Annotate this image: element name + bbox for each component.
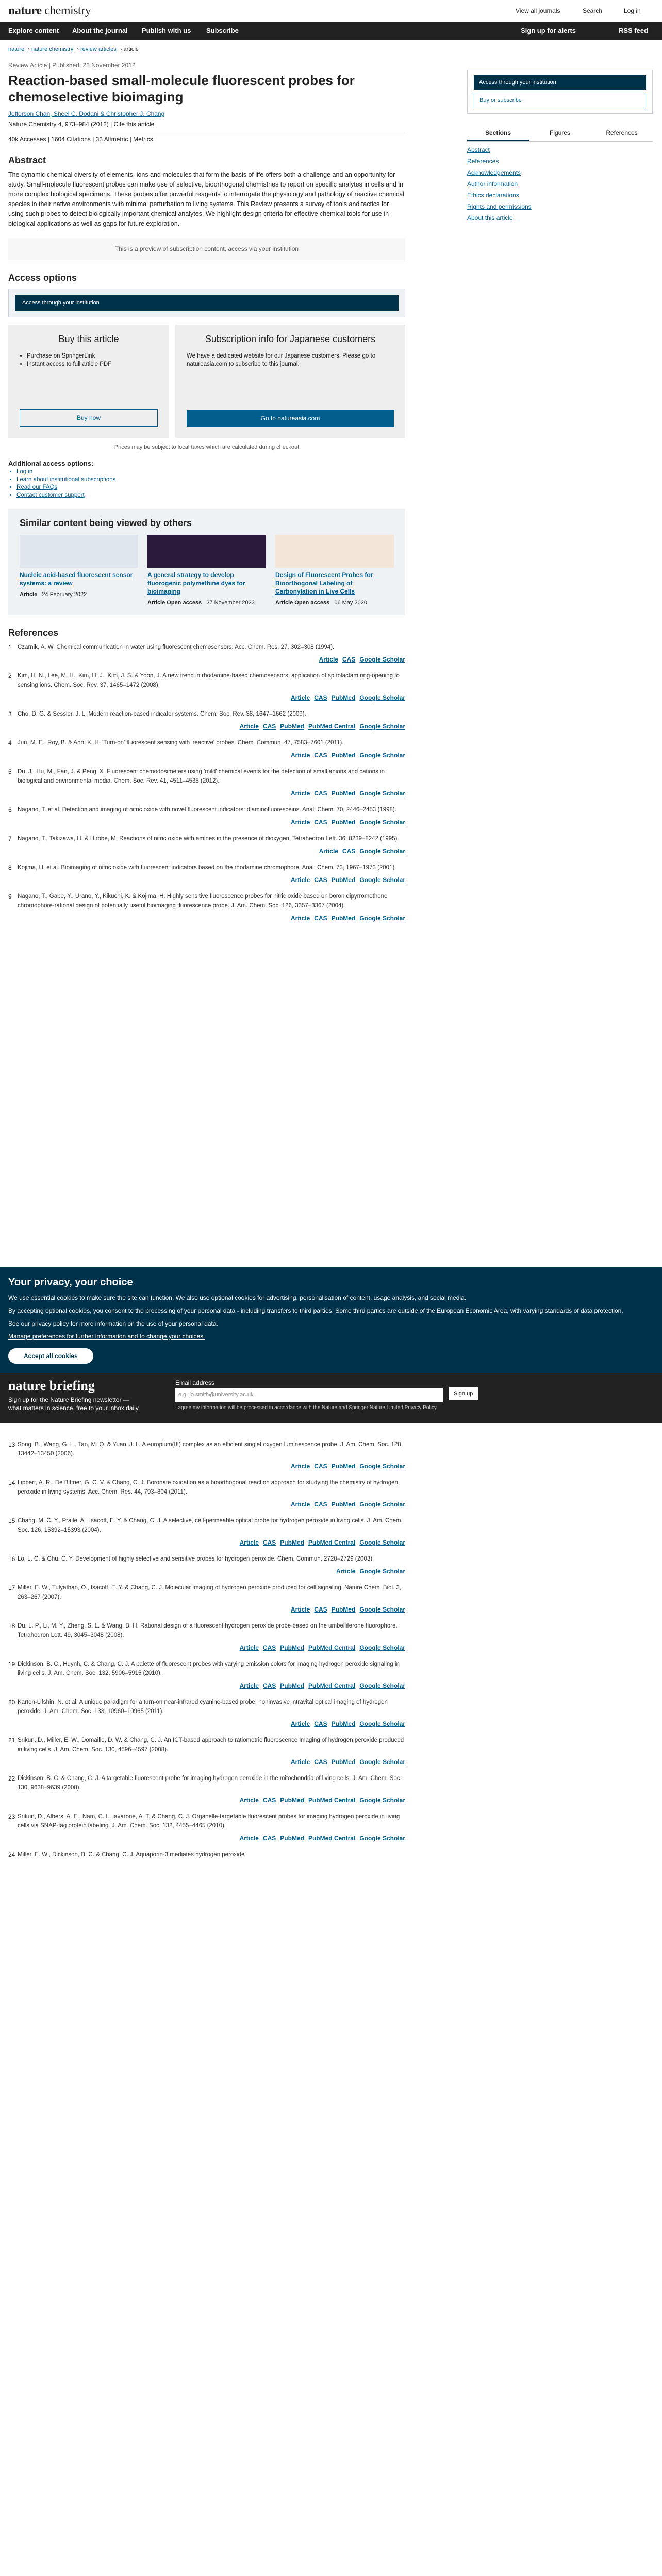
reference-link[interactable]: PubMed — [280, 1835, 304, 1842]
reference-link[interactable]: PubMed Central — [308, 1644, 356, 1651]
reference-number: 9 — [8, 893, 12, 900]
nav-explore[interactable]: Explore content — [8, 27, 59, 35]
references-heading: References — [8, 628, 59, 638]
access-link[interactable]: • Read our FAQs — [16, 484, 405, 490]
reference-text: Kojima, H. et al. Bioimaging of nitric oxide with fluorescent indicators based on the rhodamine chromophore. Anal. Chem. 73, 1967–1973 (2001). — [18, 865, 396, 871]
sidebar-buy-button[interactable]: Buy or subscribe — [474, 93, 646, 108]
reference-link[interactable]: Article — [319, 848, 338, 855]
reference-item — [8, 892, 405, 923]
reference-text: Cho, D. G. & Sessler, J. L. Modern reaction-based indicator systems. Chem. Soc. Rev. 38, 1647–1662 (2009). — [18, 711, 306, 717]
toc-item[interactable]: Author information — [467, 180, 518, 188]
reference-link[interactable]: CAS — [262, 723, 276, 730]
reference-text: Srikun, D., Albers, A. E., Nam, C. I., Iavarone, A. T. & Chang, C. J. Organelle-targetable fluorescent probes for imaging hydrogen peroxide in living cells via SNAP-tag protein labeling. J. Am. Chem. Soc. 132, 4455–4465 (2010). — [18, 1814, 400, 1829]
reference-link[interactable]: Google Scholar — [359, 1835, 405, 1842]
reference-link[interactable]: PubMed — [331, 1758, 356, 1766]
reference-link[interactable]: Google Scholar — [359, 694, 405, 701]
toc-item[interactable]: References — [467, 158, 499, 165]
breadcrumb-item[interactable]: review articles — [80, 46, 117, 53]
reference-link[interactable]: Google Scholar — [359, 656, 405, 663]
similar-item[interactable] — [20, 535, 138, 606]
reference-link[interactable]: Google Scholar — [359, 723, 405, 730]
reference-text: Nagano, T. et al. Detection and imaging of nitric oxide with novel fluorescent indicators: diaminofluoresceins. Anal. Chem. 70, 2446–2453 (1998). — [18, 807, 396, 813]
reference-link[interactable]: PubMed — [331, 1463, 356, 1470]
reference-text: Dickinson, B. C. & Chang, C. J. A targetable fluorescent probe for imaging hydrogen peroxide in the mitochondria of living cells. J. Am. Chem. Soc. 130, 9638–9639 (2008). — [18, 1775, 402, 1791]
reference-item — [8, 834, 405, 856]
reference-text: Lo, L. C. & Chu, C. Y. Development of highly selective and sensitive probes for hydrogen peroxide. Chem. Commun. 2728–2729 (2003). — [18, 1556, 374, 1562]
reference-link[interactable]: Article — [239, 1539, 259, 1546]
reference-number: 7 — [8, 835, 12, 842]
natureasia-button[interactable]: Go to natureasia.com — [187, 410, 394, 427]
reference-link[interactable]: CAS — [262, 1539, 276, 1546]
reference-link[interactable]: CAS — [262, 1644, 276, 1651]
reference-number: 17 — [8, 1584, 15, 1591]
reference-number: 2 — [8, 672, 12, 680]
tab-sections[interactable]: Sections — [467, 126, 529, 141]
reference-link[interactable]: Article — [290, 876, 310, 884]
reference-link[interactable]: CAS — [314, 1606, 327, 1613]
reference-number: 8 — [8, 864, 12, 871]
institution-box — [8, 289, 405, 317]
buy-now-button[interactable]: Buy now — [20, 409, 158, 427]
reference-number: 24 — [8, 1851, 15, 1858]
reference-link[interactable]: PubMed — [331, 790, 356, 797]
sidebar — [467, 70, 653, 226]
similar-date: 06 May 2020 — [334, 600, 367, 606]
reference-number: 3 — [8, 710, 12, 718]
reference-text: Jun, M. E., Roy, B. & Ahn, K. H. 'Turn-on' fluorescent sensing with 'reactive' probes. Chem. Commun. 47, 7583–7601 (2011). — [18, 740, 344, 746]
reference-text: Du, J., Hu, M., Fan, J. & Peng, X. Fluorescent chemodosimeters using 'mild' chemical events for the detection of small anions and cations in biological and environmental media. Chem. Soc. Rev. 41, 4511–4535 (2012). — [18, 769, 385, 784]
reference-link[interactable]: PubMed — [280, 1539, 304, 1546]
article-main — [8, 62, 405, 930]
reference-link[interactable]: CAS — [262, 1835, 276, 1842]
reference-item — [8, 1478, 405, 1509]
reference-item — [8, 1736, 405, 1767]
toc-list — [467, 146, 653, 222]
toc-item[interactable]: Acknowledgements — [467, 169, 521, 176]
similar-content — [8, 509, 405, 615]
sub-text: We have a dedicated website for our Japanese customers. Please go to natureasia.com to subscribe to this journal. — [187, 353, 376, 367]
reference-link[interactable]: Google Scholar — [359, 1501, 405, 1508]
additional-access-list — [8, 469, 405, 498]
similar-thumbnail — [147, 535, 266, 568]
briefing-text: Sign up for the Nature Briefing newsletter — what matters in science, free to your inbox daily. — [8, 1396, 140, 1412]
toc-item[interactable]: About this article — [467, 214, 513, 222]
similar-title[interactable]: Design of Fluorescent Probes for Bioorthogonal Labeling of Carbonylation in Live Cells — [275, 571, 373, 595]
reference-link[interactable]: Google Scholar — [359, 1463, 405, 1470]
reference-link[interactable]: Google Scholar — [359, 1682, 405, 1689]
reference-number: 19 — [8, 1660, 15, 1668]
similar-heading: Similar content being viewed by others — [20, 518, 192, 528]
reference-text: Lippert, A. R., De Bittner, G. C. V. & Chang, C. J. Boronate oxidation as a bioorthogonal reaction approach for studying the chemistry of hydrogen peroxide in living systems. Acc. Chem. Res. 44, 793–804 (2011). — [18, 1480, 398, 1495]
reference-link[interactable]: PubMed Central — [308, 1539, 356, 1546]
reference-link[interactable]: Article — [290, 752, 310, 759]
reference-text: Song, B., Wang, G. L., Tan, M. Q. & Yuan, J. L. A europium(III) complex as an efficient singlet oxygen luminescence probe. J. Am. Chem. Soc. 128, 13442–13450 (2006). — [18, 1442, 403, 1457]
toc-item[interactable]: Ethics declarations — [467, 192, 519, 199]
view-all-journals-link[interactable]: View all journals — [516, 7, 560, 14]
similar-date: 27 November 2023 — [206, 600, 255, 606]
reference-link[interactable]: Article — [290, 1720, 310, 1727]
cookie-banner — [0, 1267, 662, 1373]
nav-about[interactable]: About the journal — [72, 27, 128, 35]
abstract-heading: Abstract — [8, 155, 46, 165]
reference-text: Kim, H. N., Lee, M. H., Kim, H. J., Kim, J. S. & Yoon, J. A new trend in rhodamine-based chemosensors: application of spirolactam ring-opening to sensing ions. Chem. Soc. Rev. 37, 1465–1472 (2008). — [18, 673, 400, 688]
reference-link[interactable]: Google Scholar — [359, 848, 405, 855]
reference-link[interactable]: Google Scholar — [359, 1758, 405, 1766]
article-metrics: 40k Accesses | 1604 Citations | 33 Altmetric | Metrics — [8, 132, 405, 143]
reference-link[interactable]: Google Scholar — [359, 1606, 405, 1613]
article-type-date: Review Article | Published: 23 November 2012 — [8, 62, 136, 69]
reference-link[interactable]: Article — [290, 1501, 310, 1508]
reference-link[interactable]: CAS — [342, 848, 356, 855]
reference-link[interactable]: Article — [290, 914, 310, 922]
briefing-logo: nature briefing — [8, 1378, 95, 1393]
reference-item — [8, 1812, 405, 1843]
toc-item[interactable]: Rights and permissions — [467, 203, 532, 210]
reference-item — [8, 671, 405, 702]
reference-item — [8, 1698, 405, 1728]
reference-link[interactable]: PubMed Central — [308, 1797, 356, 1804]
reference-link[interactable]: PubMed — [280, 723, 304, 730]
reference-link[interactable]: Article — [290, 1463, 310, 1470]
reference-link[interactable]: CAS — [314, 1463, 327, 1470]
similar-item[interactable] — [147, 535, 266, 606]
tab-references[interactable]: References — [606, 129, 638, 137]
similar-title[interactable]: Nucleic acid-based fluorescent sensor systems: a review — [20, 571, 133, 587]
similar-type: Article Open access — [147, 600, 202, 606]
reference-item — [8, 1621, 405, 1652]
reference-link[interactable]: Google Scholar — [359, 876, 405, 884]
author-list[interactable]: Jefferson Chan, Sheel C. Dodani & Christopher J. Chang — [8, 110, 165, 117]
reference-item — [8, 1659, 405, 1690]
subscription-card — [175, 325, 405, 438]
reference-link[interactable]: Google Scholar — [359, 752, 405, 759]
access-heading: Access options — [8, 273, 77, 283]
reference-number: 15 — [8, 1517, 15, 1524]
reference-link[interactable]: Article — [290, 1606, 310, 1613]
preview-note: This is a preview of subscription content, access via your institution — [8, 238, 405, 260]
nav-alerts[interactable]: Sign up for alerts — [521, 27, 576, 35]
access-link[interactable]: • Learn about institutional subscriptions — [16, 477, 405, 483]
buy-article-card — [8, 325, 169, 438]
breadcrumb-item: article — [123, 46, 139, 53]
main-nav — [0, 22, 662, 40]
reference-item — [8, 1440, 405, 1471]
reference-number: 22 — [8, 1775, 15, 1782]
reference-number: 6 — [8, 806, 12, 814]
reference-text: Miller, E. W., Dickinson, B. C. & Chang, C. J. Aquaporin-3 mediates hydrogen peroxide — [18, 1852, 245, 1858]
reference-link[interactable]: Google Scholar — [359, 1644, 405, 1651]
reference-item — [8, 709, 405, 731]
reference-link[interactable]: PubMed — [280, 1797, 304, 1804]
reference-link[interactable]: Article — [290, 790, 310, 797]
page-title: Reaction-based small-molecule fluorescent probes for chemoselective bioimaging — [8, 73, 355, 105]
tax-note: Prices may be subject to local taxes which are calculated during checkout — [114, 444, 300, 450]
journal-citation: Nature Chemistry 4, 973–984 (2012) | Cite this article — [8, 121, 155, 128]
cookie-manage[interactable]: Manage preferences for further information and to change your choices. — [8, 1333, 205, 1340]
reference-link[interactable]: PubMed — [331, 1606, 356, 1613]
reference-text: Du, L. P., Li, M. Y., Zheng, S. L. & Wang, B. H. Rational design of a fluorescent hydrogen peroxide probe based on the umbelliferone fluorophore. Tetrahedron Lett. 49, 3045–3048 (2008). — [18, 1623, 398, 1638]
signup-button[interactable]: Sign up — [449, 1387, 478, 1400]
reference-link[interactable]: Article — [319, 656, 338, 663]
reference-link[interactable]: Article — [239, 1682, 259, 1689]
reference-link[interactable]: Google Scholar — [359, 914, 405, 922]
top-bar — [0, 0, 662, 22]
similar-date: 24 February 2022 — [42, 591, 87, 598]
reference-link[interactable]: PubMed — [331, 914, 356, 922]
sidebar-tabs — [467, 126, 653, 142]
briefing-form — [175, 1379, 443, 1411]
reference-link[interactable]: CAS — [314, 790, 327, 797]
reference-number: 18 — [8, 1622, 15, 1630]
reference-number: 21 — [8, 1737, 15, 1744]
reference-text: Chang, M. C. Y., Pralle, A., Isacoff, E. Y. & Chang, C. J. A selective, cell-permeable optical probe for hydrogen peroxide in living cells. J. Am. Chem. Soc. 126, 15392–15393 (2004). — [18, 1518, 403, 1533]
similar-thumbnail — [275, 535, 394, 568]
reference-link[interactable]: Google Scholar — [359, 1568, 405, 1575]
reference-link[interactable]: Article — [239, 1797, 259, 1804]
buy-item: • Purchase on SpringerLink — [27, 352, 158, 360]
reference-link[interactable]: CAS — [314, 819, 327, 826]
reference-link[interactable]: CAS — [262, 1797, 276, 1804]
reference-link[interactable]: PubMed — [331, 819, 356, 826]
reference-number: 16 — [8, 1555, 15, 1563]
reference-link[interactable]: CAS — [314, 914, 327, 922]
reference-link[interactable]: CAS — [314, 752, 327, 759]
toc-item[interactable]: Abstract — [467, 146, 490, 154]
breadcrumb-item[interactable]: nature — [8, 46, 25, 53]
reference-link[interactable]: Google Scholar — [359, 1797, 405, 1804]
tab-figures[interactable]: Figures — [549, 129, 570, 137]
reference-link[interactable]: PubMed — [280, 1644, 304, 1651]
cookie-heading: Your privacy, your choice — [8, 1277, 133, 1288]
sidebar-institution-button[interactable]: Access through your institution — [474, 75, 646, 90]
reference-list-continued — [8, 1440, 405, 1870]
reference-text: Miller, E. W., Tulyathan, O., Isacoff, E. Y. & Chang, C. J. Molecular imaging of hydrogen peroxide produced for cell signaling. Nature Chem. Biol. 3, 263–267 (2007). — [18, 1585, 402, 1600]
reference-link[interactable]: Article — [290, 694, 310, 701]
reference-link[interactable]: PubMed — [331, 1501, 356, 1508]
reference-item — [8, 1774, 405, 1805]
reference-text: Nagano, T., Takizawa, H. & Hirobe, M. Reactions of nitric oxide with amines in the presence of dioxygen. Tetrahedron Lett. 36, 8239–8242 (1995). — [18, 836, 399, 842]
reference-link[interactable]: Article — [239, 1644, 259, 1651]
reference-text: Nagano, T., Gabe, Y., Urano, Y., Kikuchi, K. & Kojima, H. Highly sensitive fluorescence probes for nitric oxide based on boron dipyrromethene chromophore-rational design of potentially useful bioimaging fluorescence probe. J. Am. Chem. Soc. 126, 3357–3367 (2004). — [18, 893, 388, 909]
reference-link[interactable]: PubMed — [280, 1682, 304, 1689]
reference-item — [8, 1583, 405, 1614]
reference-link[interactable]: CAS — [342, 656, 356, 663]
reference-item — [8, 642, 405, 664]
reference-item — [8, 767, 405, 798]
reference-link[interactable]: CAS — [314, 1501, 327, 1508]
buy-title: Buy this article — [58, 334, 119, 344]
email-label: Email address — [175, 1379, 215, 1386]
reference-link[interactable]: CAS — [314, 1758, 327, 1766]
reference-link[interactable]: Article — [336, 1568, 356, 1575]
reference-link[interactable]: Google Scholar — [359, 1720, 405, 1727]
reference-item — [8, 863, 405, 885]
login-link[interactable]: Log in — [624, 7, 641, 14]
search-link[interactable]: Search — [583, 7, 603, 14]
reference-text: Czarnik, A. W. Chemical communication in water using fluorescent chemosensors. Acc. Chem. Res. 27, 302–308 (1994). — [18, 644, 335, 650]
reference-link[interactable]: CAS — [314, 876, 327, 884]
reference-number: 5 — [8, 768, 12, 775]
reference-item — [8, 1850, 405, 1862]
briefing-consent[interactable]: I agree my information will be processed in accordance with the Nature and Springer Nature Limited Privacy Policy. — [175, 1405, 438, 1411]
similar-type: Article — [20, 591, 38, 598]
reference-item — [8, 805, 405, 827]
reference-number: 13 — [8, 1441, 15, 1448]
cookie-text: See our privacy policy for more information on the use of your personal data. — [8, 1320, 218, 1327]
reference-link[interactable]: Article — [290, 819, 310, 826]
reference-link[interactable]: Google Scholar — [359, 1539, 405, 1546]
additional-access-heading: Additional access options: — [8, 460, 94, 467]
purchase-options — [8, 325, 405, 438]
reference-link[interactable]: PubMed Central — [308, 1835, 356, 1842]
similar-thumbnail — [20, 535, 138, 568]
nav-publish[interactable]: Publish with us — [142, 27, 191, 35]
reference-link[interactable]: Google Scholar — [359, 819, 405, 826]
reference-list — [8, 642, 405, 923]
breadcrumb: nature › nature chemistry › review articles › article — [8, 46, 139, 53]
reference-item — [8, 1516, 405, 1547]
nav-rss[interactable]: RSS feed — [619, 27, 649, 35]
cookie-text: We use essential cookies to make sure the site can function. We also use optional cookies for advertising, personalisation of content, usage analysis, and social media. — [8, 1294, 467, 1301]
access-link[interactable]: • Log in — [16, 469, 405, 475]
reference-number: 4 — [8, 739, 12, 747]
access-link[interactable]: • Contact customer support — [16, 492, 405, 498]
institution-access-button[interactable]: Access through your institution — [15, 295, 399, 311]
reference-link[interactable]: Article — [239, 723, 259, 730]
reference-text: Karton-Lifshin, N. et al. A unique paradigm for a turn-on near-infrared cyanine-based probe: noninvasive intravital optical imaging of hydrogen peroxide. J. Am. Chem. Soc. 133, 10960–10965 (2011). — [18, 1699, 388, 1715]
sidebar-access-box — [467, 70, 653, 114]
reference-number: 1 — [8, 643, 12, 651]
reference-link[interactable]: CAS — [314, 694, 327, 701]
reference-number: 14 — [8, 1479, 15, 1486]
reference-link[interactable]: PubMed — [331, 694, 356, 701]
reference-link[interactable]: PubMed Central — [308, 1682, 356, 1689]
buy-item: • Instant access to full article PDF — [27, 360, 158, 368]
breadcrumb-item[interactable]: nature chemistry — [31, 46, 74, 53]
reference-text: Srikun, D., Miller, E. W., Domaille, D. W. & Chang, C. J. An ICT-based approach to ratiometric fluorescence imaging of hydrogen peroxide produced in living cells. J. Am. Chem. Soc. 130, 4596–4597 (2008). — [18, 1737, 404, 1753]
briefing-banner — [0, 1373, 662, 1423]
reference-link[interactable]: Google Scholar — [359, 790, 405, 797]
reference-link[interactable]: PubMed — [331, 752, 356, 759]
reference-link[interactable]: CAS — [314, 1720, 327, 1727]
reference-link[interactable]: Article — [239, 1835, 259, 1842]
cookie-text: By accepting optional cookies, you consent to the processing of your personal data - including transfers to third parties. Some third parties are outside of the European Economic Area, with varying standards of data protection. — [8, 1307, 623, 1314]
abstract-text: The dynamic chemical diversity of elements, ions and molecules that form the basis of life offers both a challenge and an opportunity for study. Small-molecule fluorescent probes can make use of selective, bioorthogonal chemistries to report on specific analytes in cells and in more complex biological specimens. These probes offer powerful reagents to interrogate the physiology and pathology of reactive chemical species in their native environments with minimal perturbation to living systems. This Review presents a survey of tools and tactics for using such probes to detect biologically important chemical analytes. We highlight design criteria for effective chemical tools for use in biological applications as well as gaps for future exploration. — [8, 171, 405, 227]
similar-type: Article Open access — [275, 600, 330, 606]
similar-item[interactable] — [275, 535, 394, 606]
reference-number: 23 — [8, 1813, 15, 1820]
email-field[interactable]: e.g. jo.smith@university.ac.uk — [175, 1388, 443, 1402]
reference-link[interactable]: PubMed — [331, 876, 356, 884]
reference-number: 20 — [8, 1699, 15, 1706]
reference-link[interactable]: PubMed — [331, 1720, 356, 1727]
accept-cookies-button[interactable]: Accept all cookies — [8, 1348, 93, 1364]
similar-title[interactable]: A general strategy to develop fluorogenic polymethine dyes for bioimaging — [147, 571, 245, 595]
reference-link[interactable]: Article — [290, 1758, 310, 1766]
reference-item — [8, 1554, 405, 1576]
journal-logo[interactable]: nature chemistry — [8, 4, 91, 18]
reference-text: Dickinson, B. C., Huynh, C. & Chang, C. J. A palette of fluorescent probes with varying emission colors for imaging hydrogen peroxide signaling in living cells. J. Am. Chem. Soc. 132, 5906–5915 (2010). — [18, 1661, 400, 1676]
sub-title: Subscription info for Japanese customers — [205, 334, 376, 344]
reference-item — [8, 738, 405, 760]
reference-link[interactable]: PubMed Central — [308, 723, 356, 730]
nav-subscribe[interactable]: Subscribe — [206, 27, 239, 35]
reference-link[interactable]: CAS — [262, 1682, 276, 1689]
